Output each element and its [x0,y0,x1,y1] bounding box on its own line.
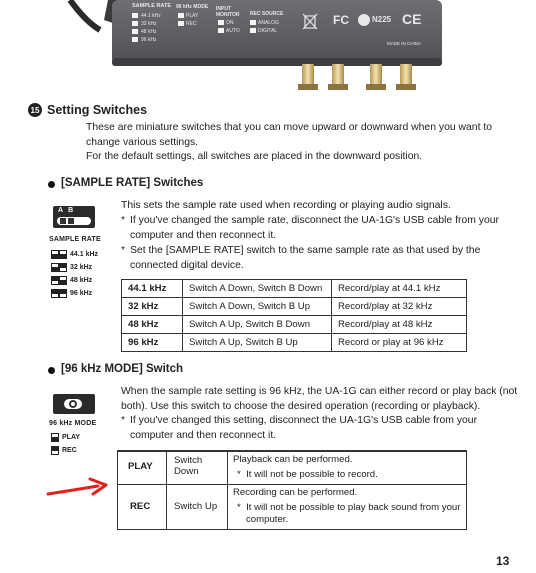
intro-line: These are miniature switches that you can move upward or downward when you want to [86,122,493,133]
mode-heading: [96 kHz MODE] Switch [61,363,184,375]
device-mode-item: PLAY [186,13,199,19]
fc-mark: FC [333,13,349,27]
table-row [122,298,467,316]
switch-state-icon [51,250,59,259]
switch-state-icon [59,263,67,272]
intro-line: change various settings. [86,136,199,148]
device-mode-list [186,12,198,28]
heading-bullet [48,181,55,188]
rate-row: 44.1 kHz [51,248,98,261]
rec-switch-cell: Switch Up [174,501,218,512]
mode-icon-list [51,431,80,457]
note-line: If you've changed this setting, disconnect the UA-1G's USB cable from your [130,415,478,426]
mode-note [121,414,501,443]
device-input-monitor-item: ON [226,20,234,26]
device-input-monitor-item: AUTO [226,28,240,34]
note-mark: * [237,502,241,513]
ce-mark: CE [402,11,422,27]
weee-bin-icon [302,12,318,30]
table-cell: Switch A Down, Switch B Up [183,298,332,316]
note-mark: * [237,469,241,480]
rate-row: 48 kHz [51,274,98,287]
note-line: computer and then reconnect it. [130,429,277,441]
n-code: N225 [372,15,392,24]
switch-state-icon [59,250,67,259]
desc-line: When the sample rate setting is 96 kHz, the UA-1G can either record or play back (not [121,386,518,397]
switch-state-icon [51,263,59,272]
switch-state-icon [51,446,59,455]
device-mode-label: 96 kHz MODE [176,4,209,10]
device-rec-source-label: REC SOURCE [250,11,284,17]
device-rate-item: 96 kHz [141,37,157,43]
play-label: PLAY [128,461,153,472]
c-tick-icon [358,14,370,26]
note-line: If you've changed the sample rate, disconnect the UA-1G's USB cable from your [130,215,499,226]
rate-row: 96 kHz [51,287,98,300]
note-line: computer and then reconnect it. [130,229,277,241]
table-row [122,334,467,352]
made-in-label: MADE IN CHINA [387,41,422,46]
note-mark: * [121,415,126,426]
mode-table [117,450,467,530]
section-title: Setting Switches [47,103,148,117]
rec-note: * It will not be possible to play back sound from your computer. [237,502,461,525]
cell-line: Down [174,466,199,477]
table-cell: Record/play at 48 kHz [332,316,467,334]
device-rate-item: 32 kHz [141,21,157,27]
page-number: 13 [496,554,510,568]
play-switch-cell [174,455,202,477]
table-cell: 44.1 kHz [122,280,183,298]
device-sample-rate-label: SAMPLE RATE [132,3,172,9]
device-rate-item: 48 kHz [141,29,157,35]
section-number-badge: 15 [28,103,42,117]
device-mode-item: REC [186,21,197,27]
table-cell: 32 kHz [122,298,183,316]
table-row [122,316,467,334]
device-rec-source-item: DIGITAL [258,28,278,34]
device-rec-source-item: ANALOG [258,20,279,26]
sample-rate-table [121,279,467,352]
device-rec-source-list [258,19,279,35]
table-cell: Switch A Up, Switch B Up [183,334,332,352]
rec-description: Recording can be performed. [233,487,358,498]
section-intro [86,121,506,165]
table-row [122,280,467,298]
rec-label: REC [130,501,151,512]
heading-bullet [48,367,55,374]
mode-icon-label: 96 kHz MODE [49,420,97,427]
note-line: Set the [SAMPLE RATE] switch to the same sample rate as that used by the [130,245,481,256]
table-cell: Switch A Up, Switch B Down [183,316,332,334]
note-mark: * [121,215,126,226]
mode-row: REC [51,444,80,457]
table-cell: 48 kHz [122,316,183,334]
desc-line: both). Use this switch to choose the desired operation (recording or playback). [121,400,481,412]
table-cell: Switch A Down, Switch B Down [183,280,332,298]
device-rate-item: 44.1 kHz [141,13,161,19]
rate-row: 32 kHz [51,261,98,274]
switch-state-icon [51,276,59,285]
device-rate-list [141,12,161,44]
device-photo [0,0,536,96]
mode-description [121,385,521,414]
sample-rate-switch-icon [53,206,95,228]
sample-rate-note-2 [121,244,501,273]
note-line: connected digital device. [130,259,244,271]
sample-rate-description: This sets the sample rate used when recording or playing audio signals. [121,200,451,211]
sample-rate-icon-list [51,248,98,300]
table-cell: Record or play at 96 kHz [332,334,467,352]
red-arrow-annotation [46,474,112,500]
sample-rate-note-1 [121,214,501,243]
table-cell: Record/play at 32 kHz [332,298,467,316]
sample-rate-heading: [SAMPLE RATE] Switches [61,177,204,189]
mode-switch-icon [53,394,95,414]
play-note: * It will not be possible to record. [237,469,378,480]
mode-row: PLAY [51,431,80,444]
play-description: Playback can be performed. [233,454,353,465]
sample-rate-icon-label: SAMPLE RATE [49,236,101,243]
switch-letters: AB [58,207,79,214]
switch-state-icon [51,289,59,298]
table-cell: 96 kHz [122,334,183,352]
device-input-monitor-label: INPUT MONITOR [216,6,240,18]
device-input-monitor-list [226,19,240,35]
switch-state-icon [51,433,59,442]
intro-line: For the default settings, all switches are placed in the downward position. [86,151,423,162]
note-mark: * [121,245,126,256]
note-line: computer. [246,514,289,525]
table-cell: Record/play at 44.1 kHz [332,280,467,298]
cell-line: Switch [174,455,203,466]
switch-state-icon [59,289,67,298]
switch-state-icon [59,276,67,285]
